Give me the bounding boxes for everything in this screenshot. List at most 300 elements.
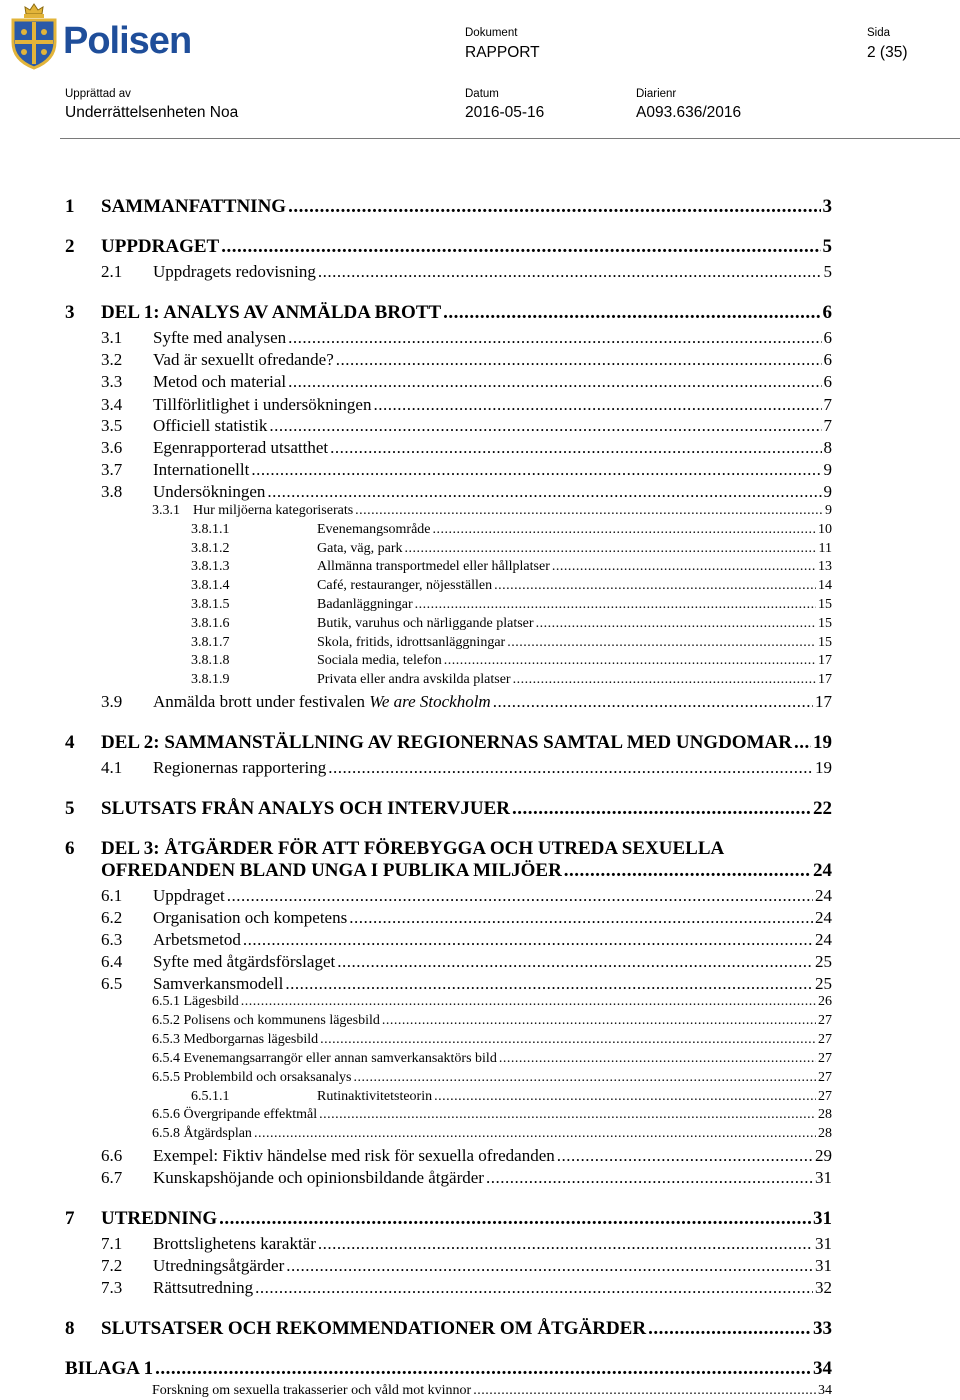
page-label: Sida bbox=[867, 27, 891, 39]
toc-entry[interactable] bbox=[101, 1234, 832, 1254]
toc-entry-title bbox=[317, 597, 413, 613]
toc-entry-title bbox=[153, 1278, 253, 1298]
toc-entry-number: 6.1 bbox=[101, 886, 123, 905]
toc-entry[interactable] bbox=[152, 1032, 832, 1048]
toc-entry-title-text: Syfte med åtgärdsförslaget bbox=[153, 952, 336, 971]
toc-entry-page: 34 bbox=[818, 1383, 832, 1398]
toc-entry-title bbox=[193, 503, 353, 519]
toc-entry-title bbox=[152, 1070, 351, 1086]
toc-entry-title-text: Sociala media, telefon bbox=[317, 653, 442, 668]
toc-entry[interactable] bbox=[101, 1168, 832, 1188]
toc-entry-page: 5 bbox=[823, 262, 832, 281]
toc-leader-dots bbox=[251, 460, 821, 480]
toc-entry-title-text: SLUTSATSER OCH REKOMMENDATIONER OM ÅTGÄRDER bbox=[101, 1318, 647, 1339]
toc-entry-number: 3.8.1.3 bbox=[191, 559, 230, 574]
toc-entry-page: 28 bbox=[818, 1107, 832, 1122]
toc-entry-title bbox=[101, 798, 510, 820]
toc-entry-page: 25 bbox=[815, 952, 832, 971]
toc-entry-page: 19 bbox=[815, 758, 832, 777]
toc-entry-page: 28 bbox=[818, 1126, 832, 1141]
toc-entry-title-text: SLUTSATS FRÅN ANALYS OCH INTERVJUER bbox=[101, 798, 510, 819]
toc-entry-page: 7 bbox=[823, 416, 832, 435]
toc-leader-dots bbox=[243, 930, 813, 950]
toc-entry-title bbox=[153, 350, 334, 370]
toc-leader-dots bbox=[557, 1146, 813, 1166]
toc-entry-page: 6 bbox=[823, 328, 832, 347]
toc-leader-dots bbox=[288, 328, 821, 348]
toc-entry-number: 6.5.1.1 bbox=[191, 1089, 230, 1104]
toc-entry[interactable] bbox=[101, 974, 832, 994]
toc-leader-dots bbox=[288, 372, 821, 392]
toc-entry-title-text: Officiell statistik bbox=[153, 416, 268, 435]
toc-entry-title-text: Rutinaktivitetsteorin bbox=[317, 1089, 433, 1104]
toc-entry-title-text: Uppdragets redovisning bbox=[153, 262, 316, 281]
toc-entry-title-text: Utredningsåtgärder bbox=[153, 1256, 285, 1275]
toc-entry[interactable] bbox=[152, 994, 832, 1010]
toc-entry[interactable] bbox=[101, 1146, 832, 1166]
toc-entry-title-text: Anmälda brott under festivalen bbox=[153, 692, 370, 711]
toc-entry[interactable] bbox=[65, 236, 832, 258]
toc-entry-number: 3.6 bbox=[101, 438, 123, 457]
toc-entry-title bbox=[101, 302, 441, 324]
toc-leader-dots bbox=[219, 1208, 811, 1230]
toc-entry[interactable] bbox=[101, 350, 832, 370]
toc-entry-title bbox=[153, 908, 347, 928]
toc-entry-title bbox=[153, 416, 267, 436]
toc-leader-dots bbox=[353, 1070, 816, 1086]
toc-entry-number: 3.7 bbox=[101, 460, 123, 479]
toc-entry-number: 3.8.1.9 bbox=[191, 672, 230, 687]
toc-entry[interactable] bbox=[101, 930, 832, 950]
toc-entry-page: 14 bbox=[818, 578, 832, 593]
toc-entry-title-text: Evenemangsområde bbox=[317, 522, 431, 537]
toc-leader-dots bbox=[355, 503, 823, 519]
author-value: Underrättelsenheten Noa bbox=[65, 104, 239, 121]
toc-entry[interactable] bbox=[152, 1383, 832, 1399]
toc-entry[interactable] bbox=[152, 1107, 832, 1123]
toc-entry[interactable] bbox=[152, 1051, 832, 1067]
toc-entry-page: 19 bbox=[813, 732, 832, 753]
toc-entry-title-text: Tillförlitlighet i undersökningen bbox=[153, 395, 372, 414]
toc-entry-title bbox=[153, 886, 225, 906]
toc-entry-title-text: DEL 1: ANALYS AV ANMÄLDA BROTT bbox=[101, 302, 442, 323]
toc-entry-number: 3.8 bbox=[101, 482, 123, 501]
toc-entry-page: 17 bbox=[815, 692, 832, 711]
toc-entry-page: 24 bbox=[813, 860, 832, 881]
toc-entry-title-text: 6.5.8 Åtgärdsplan bbox=[152, 1126, 252, 1141]
doc-type-label: Dokument bbox=[465, 27, 518, 39]
toc-entry-title-text: Arbetsmetod bbox=[153, 930, 241, 949]
toc-entry-title-italic: We are Stockholm bbox=[369, 692, 491, 711]
toc-entry-number: 5 bbox=[65, 798, 75, 819]
date-value: 2016-05-16 bbox=[465, 104, 545, 121]
toc-entry-title bbox=[317, 541, 403, 557]
toc-entry-page: 17 bbox=[818, 653, 832, 668]
toc-entry-title bbox=[152, 1032, 318, 1048]
toc-entry[interactable] bbox=[191, 522, 832, 538]
toc-entry-number: 3.8.1.1 bbox=[191, 522, 230, 537]
toc-entry-page: 6 bbox=[823, 350, 832, 369]
toc-entry-number: 7 bbox=[65, 1208, 75, 1229]
toc-entry[interactable] bbox=[191, 541, 832, 557]
toc-entry-number: 3.3.1 bbox=[152, 503, 180, 518]
toc-entry-page: 27 bbox=[818, 1089, 832, 1104]
toc-leader-dots bbox=[648, 1318, 811, 1340]
toc-entry-page: 27 bbox=[818, 1032, 832, 1047]
toc-entry-title bbox=[153, 372, 286, 392]
toc-entry-page: 24 bbox=[815, 886, 832, 905]
toc-entry-page: 15 bbox=[818, 635, 832, 650]
toc-entry[interactable] bbox=[101, 438, 832, 458]
toc-entry-page: 31 bbox=[815, 1234, 832, 1253]
toc-entry-title-text: 6.5.2 Polisens och kommunens lägesbild bbox=[152, 1013, 380, 1028]
toc-entry-page: 31 bbox=[815, 1256, 832, 1275]
toc-entry-page: 32 bbox=[815, 1278, 832, 1297]
toc-entry[interactable] bbox=[101, 758, 832, 778]
toc-entry-page: 6 bbox=[823, 372, 832, 391]
toc-entry-number: 6 bbox=[65, 838, 75, 859]
toc-entry-title-text: DEL 2: SAMMANSTÄLLNING AV REGIONERNAS SAMTAL MED UNGDOMAR bbox=[101, 732, 792, 753]
doc-type-value: RAPPORT bbox=[465, 44, 540, 61]
toc-entry-title-text: 6.5.5 Problembild och orsaksanalys bbox=[152, 1070, 352, 1085]
toc-entry[interactable] bbox=[65, 1358, 832, 1380]
toc-entry-title bbox=[152, 1107, 317, 1123]
toc-leader-dots bbox=[319, 1107, 816, 1123]
toc-entry[interactable] bbox=[65, 860, 832, 882]
toc-entry[interactable] bbox=[101, 328, 832, 348]
toc-entry-title bbox=[317, 1089, 432, 1105]
toc-entry[interactable] bbox=[191, 597, 832, 613]
toc-entry-page: 22 bbox=[813, 798, 832, 819]
toc-entry[interactable] bbox=[191, 653, 832, 669]
toc-entry-number: 3.3 bbox=[101, 372, 123, 391]
toc-entry-page: 15 bbox=[818, 616, 832, 631]
date-label: Datum bbox=[465, 88, 499, 100]
toc-entry-title bbox=[153, 460, 249, 480]
toc-entry-number: 6.5 bbox=[101, 974, 123, 993]
toc-entry-title-text: 6.5.3 Medborgarnas lägesbild bbox=[152, 1032, 319, 1047]
toc-entry-number: 4 bbox=[65, 732, 75, 753]
toc-entry-number: 2 bbox=[65, 236, 75, 257]
toc-entry-page: 3 bbox=[822, 196, 832, 217]
toc-entry-page: 26 bbox=[818, 994, 832, 1009]
toc-entry-title bbox=[153, 974, 283, 994]
toc-entry-title-text: Skola, fritids, idrottsanläggningar bbox=[317, 635, 506, 650]
toc-entry-title-text: Hur miljöerna kategoriserats bbox=[193, 503, 354, 518]
toc-entry-title bbox=[153, 1256, 284, 1276]
toc-entry-title-text: Café, restauranger, nöjesställen bbox=[317, 578, 493, 593]
toc-leader-dots bbox=[349, 908, 813, 928]
author-label: Upprättad av bbox=[65, 88, 131, 100]
toc-leader-dots bbox=[434, 1089, 816, 1105]
toc-entry-title bbox=[152, 1126, 252, 1142]
toc-entry-number: 7.3 bbox=[101, 1278, 123, 1297]
toc-entry-number: 6.4 bbox=[101, 952, 123, 971]
toc-leader-dots bbox=[552, 559, 816, 575]
toc-entry-page: 17 bbox=[818, 672, 832, 687]
toc-entry-page: 8 bbox=[823, 438, 832, 457]
toc-leader-dots bbox=[336, 350, 822, 370]
toc-entry-title bbox=[152, 1051, 497, 1067]
toc-entry[interactable] bbox=[152, 503, 832, 519]
toc-entry-title-text: Privata eller andra avskilda platser bbox=[317, 672, 511, 687]
toc-entry-number: 7.1 bbox=[101, 1234, 123, 1253]
toc-entry[interactable] bbox=[101, 460, 832, 480]
toc-entry-title bbox=[101, 196, 286, 218]
toc-entry[interactable] bbox=[101, 1278, 832, 1298]
toc-entry-page: 27 bbox=[818, 1070, 832, 1085]
toc-entry[interactable] bbox=[65, 302, 832, 324]
toc-entry[interactable] bbox=[101, 262, 832, 282]
toc-entry[interactable] bbox=[101, 372, 832, 392]
toc-entry-page: 9 bbox=[823, 460, 832, 479]
toc-entry-title-text: 6.5.1 Lägesbild bbox=[152, 994, 239, 1009]
toc-entry-title-text: Samverkansmodell bbox=[153, 974, 284, 993]
toc-leader-dots bbox=[507, 635, 816, 651]
toc-leader-dots bbox=[493, 692, 813, 712]
toc-leader-dots bbox=[328, 758, 813, 778]
toc-entry-title-text: Egenrapporterad utsatthet bbox=[153, 438, 329, 457]
toc-entry-number: 2.1 bbox=[101, 262, 123, 281]
toc-entry-title bbox=[153, 1146, 555, 1166]
toc-entry-number: 3.8.1.2 bbox=[191, 541, 230, 556]
toc-entry[interactable] bbox=[191, 559, 832, 575]
toc-entry-title-text: Vad är sexuellt ofredande? bbox=[153, 350, 334, 369]
toc-leader-dots bbox=[318, 1234, 813, 1254]
toc-entry-title bbox=[317, 578, 492, 594]
toc-leader-dots bbox=[443, 302, 820, 324]
toc-leader-dots bbox=[444, 653, 816, 669]
toc-entry-number: 4.1 bbox=[101, 758, 123, 777]
toc-entry[interactable] bbox=[101, 395, 832, 415]
toc-entry-title bbox=[317, 559, 550, 575]
toc-entry-title-text: 6.5.6 Övergripande effektmål bbox=[152, 1107, 318, 1122]
toc-entry[interactable] bbox=[152, 1013, 832, 1029]
toc-entry[interactable] bbox=[65, 732, 832, 754]
toc-entry-title-text: Syfte med analysen bbox=[153, 328, 287, 347]
toc-entry-number: 3.8.1.6 bbox=[191, 616, 230, 631]
toc-entry[interactable] bbox=[191, 1089, 832, 1105]
toc-entry-page: 9 bbox=[823, 482, 832, 501]
toc-leader-dots bbox=[337, 952, 813, 972]
toc-entry-number: 6.2 bbox=[101, 908, 123, 927]
toc-leader-dots bbox=[564, 860, 811, 882]
toc-entry-title-text: UTREDNING bbox=[101, 1208, 218, 1229]
toc-entry-page: 27 bbox=[818, 1013, 832, 1028]
toc-entry[interactable] bbox=[65, 1318, 832, 1340]
toc-entry-number: 6.3 bbox=[101, 930, 123, 949]
toc-entry-page: 10 bbox=[818, 522, 832, 537]
toc-entry-page: 25 bbox=[815, 974, 832, 993]
toc-entry-page: 27 bbox=[818, 1051, 832, 1066]
toc-entry-title-text: Internationellt bbox=[153, 460, 250, 479]
toc-entry-number: 7.2 bbox=[101, 1256, 123, 1275]
toc-entry-page: 11 bbox=[818, 541, 832, 556]
toc-entry-title-text: Uppdraget bbox=[153, 886, 225, 905]
toc-entry-title-text: Regionernas rapportering bbox=[153, 758, 327, 777]
toc-entry-number: 3.5 bbox=[101, 416, 123, 435]
toc-entry-page: 13 bbox=[818, 559, 832, 574]
toc-entry-title bbox=[152, 994, 239, 1010]
toc-entry[interactable] bbox=[65, 798, 832, 820]
toc-entry[interactable] bbox=[191, 616, 832, 632]
toc-entry[interactable] bbox=[65, 1208, 832, 1230]
toc-leader-dots bbox=[382, 1013, 816, 1029]
toc-entry-title bbox=[152, 1013, 380, 1029]
toc-entry-number: 3.9 bbox=[101, 692, 123, 711]
toc-entry-number: 3.8.1.7 bbox=[191, 635, 230, 650]
toc-entry[interactable] bbox=[101, 482, 832, 502]
toc-leader-dots bbox=[405, 541, 817, 557]
toc-leader-dots bbox=[285, 974, 813, 994]
toc-entry-page: 5 bbox=[822, 236, 832, 257]
toc-entry-title bbox=[101, 838, 724, 860]
toc-leader-dots bbox=[288, 196, 820, 218]
toc-leader-dots bbox=[267, 482, 821, 502]
toc-entry-page: 7 bbox=[823, 395, 832, 414]
toc-entry-page: 34 bbox=[813, 1358, 832, 1379]
toc-leader-dots bbox=[373, 395, 821, 415]
toc-leader-dots bbox=[155, 1358, 811, 1380]
toc-entry-title bbox=[153, 1168, 484, 1188]
toc-leader-dots bbox=[255, 1278, 813, 1298]
toc-entry-title bbox=[101, 1318, 646, 1340]
toc-entry-page: 15 bbox=[818, 597, 832, 612]
toc-entry-title bbox=[153, 482, 265, 502]
toc-entry[interactable] bbox=[101, 416, 832, 436]
toc-leader-dots bbox=[241, 994, 816, 1010]
diary-label: Diarienr bbox=[636, 88, 677, 100]
toc-leader-dots bbox=[254, 1126, 816, 1142]
toc-leader-dots bbox=[318, 262, 822, 282]
toc-leader-dots bbox=[320, 1032, 816, 1048]
toc-entry-number: 3.8.1.4 bbox=[191, 578, 230, 593]
toc-entry-title bbox=[153, 395, 371, 415]
toc-entry-title-text: Metod och material bbox=[153, 372, 287, 391]
toc-leader-dots bbox=[494, 578, 816, 594]
toc-entry[interactable] bbox=[152, 1126, 832, 1142]
toc-entry[interactable] bbox=[191, 578, 832, 594]
toc-entry-title-text: DEL 3: ÅTGÄRDER FÖR ATT FÖREBYGGA OCH UTREDA SEXUELLA bbox=[101, 838, 725, 859]
toc-leader-dots bbox=[536, 616, 816, 632]
toc-entry-title bbox=[152, 1383, 471, 1399]
toc-entry-title bbox=[153, 1234, 316, 1254]
toc-entry[interactable] bbox=[101, 886, 832, 906]
toc-leader-dots bbox=[499, 1051, 816, 1067]
toc-entry-number: 8 bbox=[65, 1318, 75, 1339]
toc-entry-title-text: 6.5.4 Evenemangsarrangör eller annan samverkansaktörs bild bbox=[152, 1051, 497, 1066]
toc-entry[interactable] bbox=[191, 672, 832, 688]
toc-entry[interactable] bbox=[191, 635, 832, 651]
toc-entry-title bbox=[153, 758, 326, 778]
toc-entry-page: 31 bbox=[815, 1168, 832, 1187]
toc-entry-page: 33 bbox=[813, 1318, 832, 1339]
toc-leader-dots bbox=[433, 522, 816, 538]
toc-entry-title bbox=[317, 672, 511, 688]
toc-leader-dots bbox=[486, 1168, 813, 1188]
toc-leader-dots bbox=[286, 1256, 813, 1276]
toc-entry[interactable] bbox=[101, 692, 832, 712]
toc-leader-dots bbox=[269, 416, 821, 436]
toc-entry-title bbox=[101, 732, 792, 754]
toc-entry-title bbox=[317, 616, 534, 632]
toc-entry-page: 9 bbox=[825, 503, 832, 518]
toc-entry-title-text: Rättsutredning bbox=[153, 1278, 254, 1297]
toc-leader-dots bbox=[794, 732, 811, 754]
toc-entry-number: 3 bbox=[65, 302, 75, 323]
toc-leader-dots bbox=[330, 438, 821, 458]
toc-entry-number: 1 bbox=[65, 196, 75, 217]
toc-entry-title bbox=[65, 1358, 153, 1380]
toc-entry[interactable] bbox=[101, 1256, 832, 1276]
toc-entry-title bbox=[153, 692, 491, 712]
toc-entry-title bbox=[101, 1208, 217, 1230]
toc-entry-title-text: Exempel: Fiktiv händelse med risk för sexuella ofredanden bbox=[153, 1146, 555, 1165]
toc-entry-title bbox=[317, 635, 505, 651]
toc-entry-number: 3.4 bbox=[101, 395, 123, 414]
toc-leader-dots bbox=[513, 672, 816, 688]
toc-entry-number: 3.1 bbox=[101, 328, 123, 347]
toc-entry-title bbox=[153, 262, 316, 282]
toc-entry-number: 3.2 bbox=[101, 350, 123, 369]
toc-entry-title-text: Brottslighetens karaktär bbox=[153, 1234, 316, 1253]
toc-entry-title-text: Badanläggningar bbox=[317, 597, 413, 612]
toc-entry-number: 6.7 bbox=[101, 1168, 123, 1187]
toc-entry-number: 3.8.1.8 bbox=[191, 653, 230, 668]
toc-entry-title-text: Organisation och kompetens bbox=[153, 908, 348, 927]
toc-entry-title bbox=[101, 236, 219, 258]
toc-entry[interactable] bbox=[65, 196, 832, 218]
toc-entry-title bbox=[153, 328, 286, 348]
toc-entry-number: 6.6 bbox=[101, 1146, 123, 1165]
toc-entry-title bbox=[317, 653, 442, 669]
toc-entry-title bbox=[153, 952, 335, 972]
toc-entry-title-text: Allmänna transportmedel eller hållplatser bbox=[317, 559, 550, 574]
toc-entry-title-text: UPPDRAGET bbox=[101, 236, 220, 257]
toc-entry-title-text: SAMMANFATTNING bbox=[101, 196, 287, 217]
toc-entry-number: 3.8.1.5 bbox=[191, 597, 230, 612]
toc-entry-title-text: Butik, varuhus och närliggande platser bbox=[317, 616, 534, 631]
toc-leader-dots bbox=[512, 798, 811, 820]
toc-entry-page: 31 bbox=[813, 1208, 832, 1229]
toc-entry-page: 24 bbox=[815, 908, 832, 927]
toc-entry-title-text: Gata, väg, park bbox=[317, 541, 403, 556]
page-value: 2 (35) bbox=[867, 44, 908, 61]
toc-entry-title-text: Kunskapshöjande och opinionsbildande åtgärder bbox=[153, 1168, 484, 1187]
toc-leader-dots bbox=[227, 886, 813, 906]
logo-wordmark: Polisen bbox=[63, 20, 192, 62]
toc-entry-title-text: BILAGA 1 bbox=[65, 1358, 154, 1379]
toc-entry-title bbox=[153, 438, 328, 458]
toc-entry-title-text: Forskning om sexuella trakasserier och våld mot kvinnor bbox=[152, 1383, 472, 1398]
toc-entry-title bbox=[317, 522, 431, 538]
toc-entry[interactable] bbox=[101, 952, 832, 972]
toc-entry-title-text: Undersökningen bbox=[153, 482, 266, 501]
toc-entry[interactable] bbox=[101, 908, 832, 928]
toc-entry[interactable] bbox=[152, 1070, 832, 1086]
toc-entry[interactable] bbox=[65, 838, 832, 860]
diary-value: A093.636/2016 bbox=[636, 104, 742, 121]
toc-entry-page: 6 bbox=[822, 302, 832, 323]
toc-leader-dots bbox=[473, 1383, 816, 1399]
toc-leader-dots bbox=[221, 236, 820, 258]
toc-entry-title-text: OFREDANDEN BLAND UNGA I PUBLIKA MILJÖER bbox=[101, 860, 562, 881]
toc-leader-dots bbox=[415, 597, 816, 613]
toc-entry-page: 29 bbox=[815, 1146, 832, 1165]
toc-entry-title bbox=[101, 860, 562, 882]
toc-entry-title bbox=[153, 930, 241, 950]
toc-entry-page: 24 bbox=[815, 930, 832, 949]
